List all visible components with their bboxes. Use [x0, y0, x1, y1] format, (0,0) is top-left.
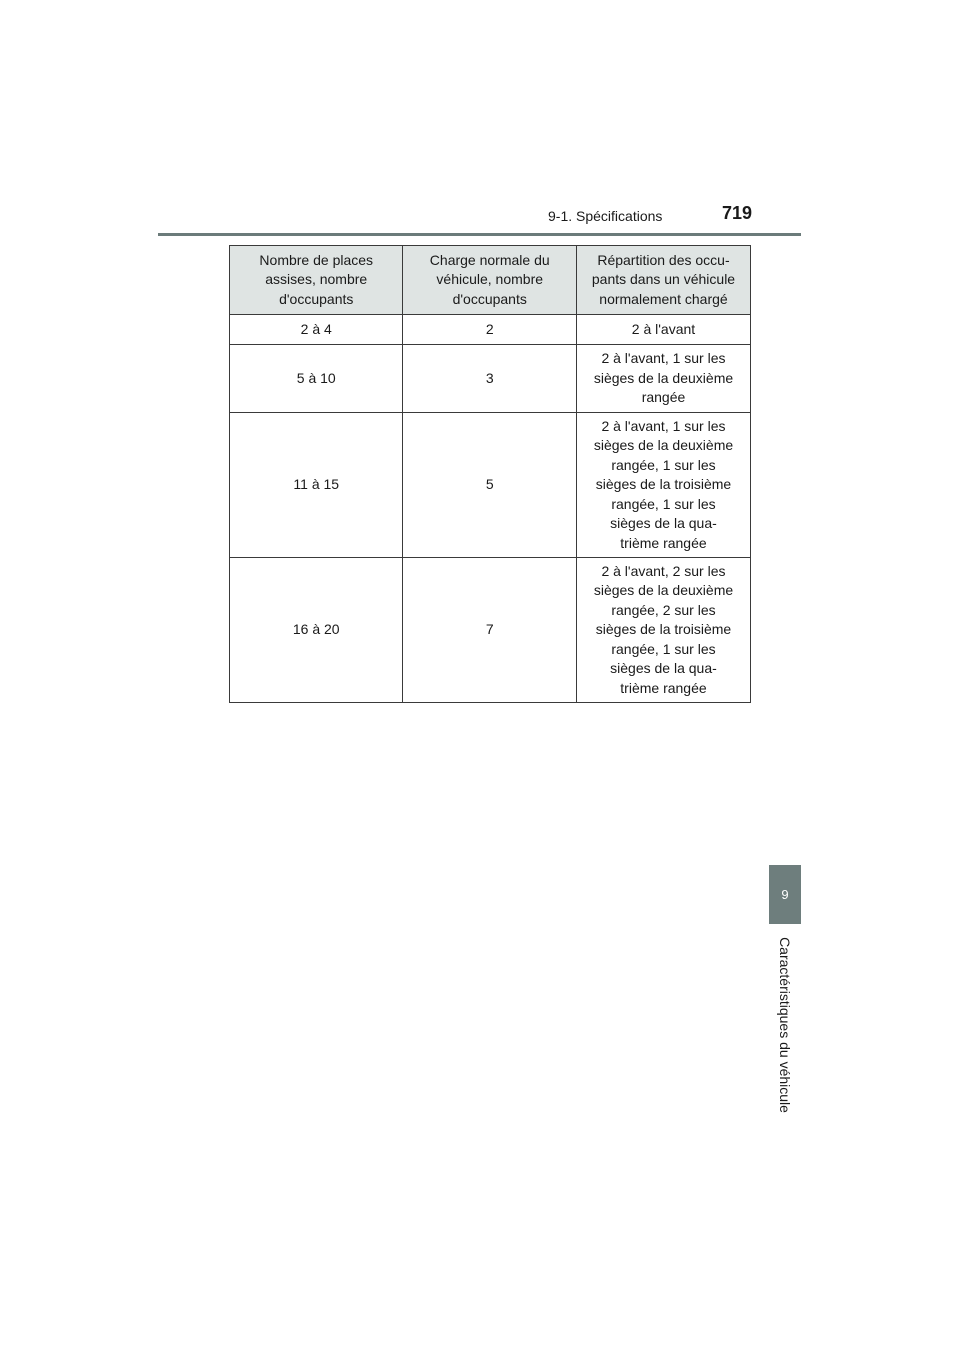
seating-capacity-cell: 11 à 15: [230, 413, 403, 558]
distribution-cell: 2 à l'avant, 1 sur les sièges de la deuxième rangée: [576, 345, 750, 413]
normal-load-cell: 5: [403, 413, 576, 558]
section-title: 9-1. Spécifications: [548, 208, 663, 224]
seating-capacity-cell: 2 à 4: [230, 315, 403, 345]
seating-capacity-cell: 16 à 20: [230, 558, 403, 703]
normal-load-cell: 7: [403, 558, 576, 703]
chapter-tab: [769, 865, 801, 924]
table-row: [230, 413, 751, 558]
table-row: [230, 345, 751, 413]
page-number: 719: [722, 203, 753, 223]
table-row: [230, 558, 751, 703]
normal-load-cell: 3: [403, 345, 576, 413]
column-header-distribution: Répartition des occu- pants dans un véhicule normalement chargé: [576, 246, 750, 315]
chapter-number: 9: [781, 887, 789, 902]
header-divider: [158, 233, 801, 236]
distribution-cell: 2 à l'avant, 2 sur les sièges de la deuxième rangée, 2 sur les sièges de la troisième rangée, 1 sur les sièges de la qua- trième rangée: [576, 558, 750, 703]
distribution-cell: 2 à l'avant, 1 sur les sièges de la deuxième rangée, 1 sur les sièges de la troisième rangée, 1 sur les sièges de la qua- trième rangée: [576, 413, 750, 558]
table-header-row: [230, 246, 751, 315]
occupant-distribution-table: [229, 245, 751, 703]
table-row: [230, 315, 751, 345]
column-header-normal-load: Charge normale du véhicule, nombre d'occupants: [403, 246, 576, 315]
distribution-cell: 2 à l'avant: [576, 315, 750, 345]
column-header-seating-capacity: Nombre de places assises, nombre d'occupants: [230, 246, 403, 315]
normal-load-cell: 2: [403, 315, 576, 345]
chapter-title-vertical: Caractéristiques du véhicule: [777, 937, 793, 1113]
seating-capacity-cell: 5 à 10: [230, 345, 403, 413]
